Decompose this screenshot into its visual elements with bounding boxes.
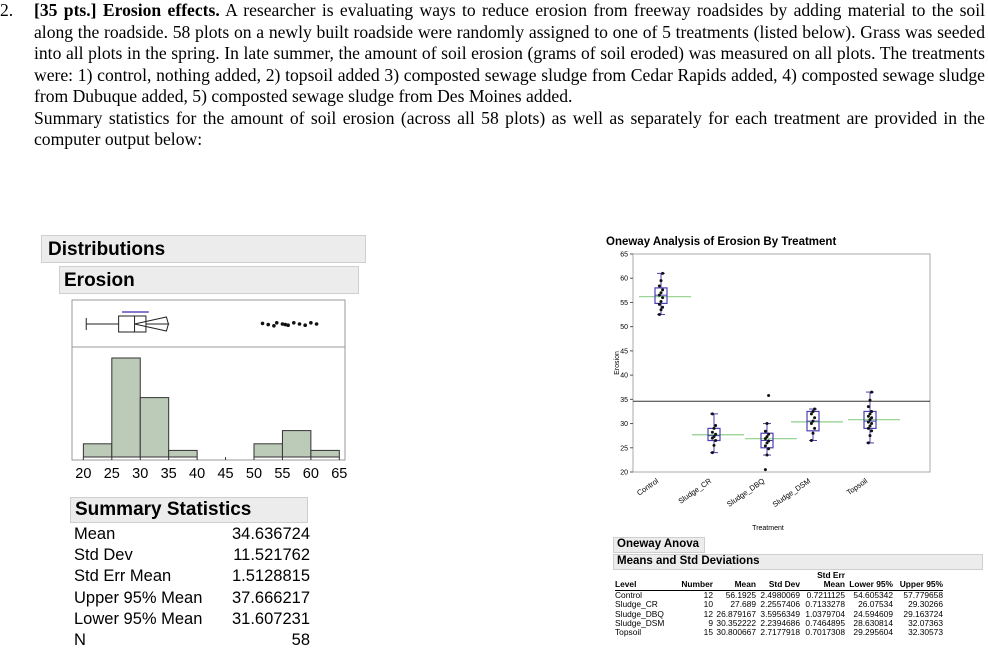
x-tick-label: 55 [274, 466, 291, 482]
group-point [767, 394, 770, 397]
means-cell: 0.7464895 [805, 618, 845, 629]
means-cell: Mean [823, 579, 845, 590]
means-cell: 0.7017308 [805, 627, 845, 638]
x-tick-label: 40 [189, 466, 206, 482]
summary-statistics-header: Summary Statistics [70, 497, 308, 523]
distributions-header: Distributions [41, 235, 366, 263]
y-tick-label: 65 [620, 251, 628, 259]
group-point [661, 306, 664, 309]
summary-intro: Summary statistics for the amount of soil erosion (across all 58 plots) as well as separately for each treatment are provided in the computer output below: [34, 107, 985, 149]
group-point [767, 447, 770, 450]
means-cell: 29.163724 [903, 608, 943, 619]
group-point [766, 454, 769, 457]
y-tick-label: 25 [620, 445, 628, 453]
x-tick-label: 35 [160, 466, 177, 482]
means-cell: Sludge_CR [615, 599, 658, 610]
means-cell: 0.7133278 [805, 599, 845, 610]
means-cell: Upper 95% [899, 579, 943, 590]
means-cell: Sludge_DBQ [615, 608, 664, 619]
group-point [869, 434, 872, 437]
group-point [767, 433, 770, 436]
means-cell: 29.30266 [908, 599, 943, 610]
oneway-anova-header: Oneway Anova [613, 537, 705, 553]
y-tick-label: 35 [620, 396, 628, 404]
group-point [713, 444, 716, 447]
x-tick-label: 20 [75, 466, 92, 482]
question-title: [35 pts.] Erosion effects. [34, 0, 220, 20]
means-cell: 1.0379704 [805, 608, 845, 619]
group-point [714, 433, 717, 436]
y-tick-label: 40 [620, 372, 628, 380]
group-point [711, 451, 714, 454]
group-point [870, 391, 873, 394]
means-std-header: Means and Std Deviations [613, 554, 983, 570]
means-cell: 10 [703, 599, 713, 610]
means-cell: 26.879167 [716, 608, 756, 619]
group-point [764, 430, 767, 433]
means-cell: Level [615, 579, 637, 590]
means-cell: 15 [703, 627, 713, 638]
group-point [870, 429, 873, 432]
means-cell: 27.689 [730, 599, 756, 610]
group-point [813, 408, 816, 411]
summary-stat-value: 37.666217 [232, 588, 310, 607]
group-point [764, 444, 767, 447]
y-tick-label: 30 [620, 421, 628, 429]
group-point [869, 399, 872, 402]
category-label: Sludge_DBQ [725, 476, 767, 509]
group-point [661, 272, 664, 275]
x-tick-label: 45 [217, 466, 234, 482]
x-tick-label: 50 [245, 466, 263, 482]
means-cell: Topsoil [615, 627, 642, 638]
means-table [615, 571, 943, 638]
category-label: Control [635, 476, 661, 498]
group-point [813, 427, 816, 430]
x-tick-label: 60 [302, 466, 319, 482]
group-point [660, 300, 663, 303]
means-cell: 32.30573 [908, 627, 943, 638]
group-point [711, 431, 714, 434]
group-point [870, 422, 873, 425]
group-point [867, 441, 870, 444]
group-point [764, 468, 767, 471]
group-point [810, 439, 813, 442]
means-cell: 56.1925 [725, 589, 756, 600]
x-axis-label: Treatment [752, 525, 784, 532]
y-axis-label: Erosion [614, 351, 621, 375]
group-point [766, 422, 769, 425]
group-point [658, 303, 661, 306]
summary-stat-label: N [74, 630, 86, 649]
means-cell: Mean [734, 579, 756, 590]
x-tick-label: 65 [331, 466, 348, 482]
group-point [714, 424, 717, 427]
means-cell: Sludge_DSM [615, 618, 665, 629]
means-cell: Std Err [817, 570, 845, 580]
y-tick-label: 45 [620, 348, 628, 356]
summary-stat-value: 34.636724 [232, 525, 310, 543]
y-tick-label: 50 [620, 324, 628, 332]
summary-stat-value: 11.521762 [233, 546, 310, 565]
means-cell: 24.594609 [853, 608, 893, 619]
group-point [867, 405, 870, 408]
group-point [711, 412, 714, 415]
means-cell: 2.4980069 [760, 589, 800, 600]
group-point [813, 416, 816, 419]
group-point [661, 296, 664, 299]
group-point [870, 410, 873, 413]
summary-stat-value: 31.607231 [232, 609, 310, 628]
question-body: A researcher is evaluating ways to reduce erosion from freeway roadsides by adding material to the soil along the roadside. 58 plots on a newly built roadside were randomly assigned to one of 5 treatments (listed below). Grass was seeded into all plots in the spring. In late summer, the amount of soil erosion (grams of soil eroded) was measured on all plots. The treatments were: 1) control, nothing added, 2) topsoil added 3) composted sewage sludge from Cedar Rapids added, 4) composted sewage sludge from Dubuque added, 5) composted sewage sludge from Des Moines added. [34, 0, 986, 106]
group-point [660, 291, 663, 294]
means-cell: Std Dev [768, 579, 800, 590]
y-tick-label: 20 [620, 469, 628, 477]
summary-stat-label: Std Err Mean [74, 567, 172, 586]
category-label: Sludge_CR [676, 476, 714, 506]
means-cell: 3.5956349 [760, 608, 800, 619]
category-label: Sludge_DSM [770, 476, 813, 509]
question-number: 2. [0, 0, 14, 20]
group-point [767, 439, 770, 442]
means-cell: 32.07363 [908, 618, 943, 629]
means-cell: 12 [703, 589, 713, 600]
group-point [812, 420, 815, 423]
summary-stat-value: 1.5128815 [232, 567, 310, 586]
y-tick-label: 55 [620, 299, 628, 307]
means-cell: 57.779658 [903, 589, 943, 600]
group-point [870, 416, 873, 419]
x-tick-label: 25 [103, 466, 120, 482]
group-point [658, 313, 661, 316]
means-cell: 2.2557406 [760, 599, 800, 610]
oneway-title: Oneway Analysis of Erosion By Treatment [606, 236, 837, 248]
means-cell: 30.800667 [716, 627, 756, 638]
category-label: Topsoil [844, 476, 870, 498]
means-cell: 9 [708, 618, 713, 629]
group-point [660, 279, 663, 282]
summary-stat-value: 58 [291, 630, 310, 649]
group-point [658, 284, 661, 287]
means-cell: 28.630814 [853, 618, 893, 629]
group-point [661, 288, 664, 291]
group-point [713, 427, 716, 430]
means-cell: 12 [703, 608, 713, 619]
means-cell: 30.352222 [716, 618, 756, 629]
means-cell: 2.7177918 [760, 627, 800, 638]
summary-stat-label: Upper 95% Mean [74, 588, 203, 607]
oneway-frame [633, 254, 930, 472]
erosion-header: Erosion [59, 266, 359, 294]
summary-stat-label: Std Dev [74, 546, 133, 565]
means-cell: Number [681, 579, 713, 590]
means-cell: 26.07534 [858, 599, 893, 610]
means-cell: 2.2394686 [760, 618, 800, 629]
group-point [812, 432, 815, 435]
means-cell: 54.605342 [853, 589, 893, 600]
y-tick-label: 60 [620, 275, 628, 283]
means-cell: 0.7211125 [806, 589, 845, 600]
summary-stat-label: Lower 95% Mean [74, 609, 203, 628]
means-cell: 29.295604 [853, 627, 893, 638]
means-cell: Lower 95% [849, 579, 893, 590]
group-point [714, 439, 717, 442]
means-cell: Control [615, 589, 642, 600]
summary-stat-label: Mean [74, 525, 116, 543]
means-row [615, 628, 943, 637]
x-tick-label: 30 [132, 466, 149, 482]
